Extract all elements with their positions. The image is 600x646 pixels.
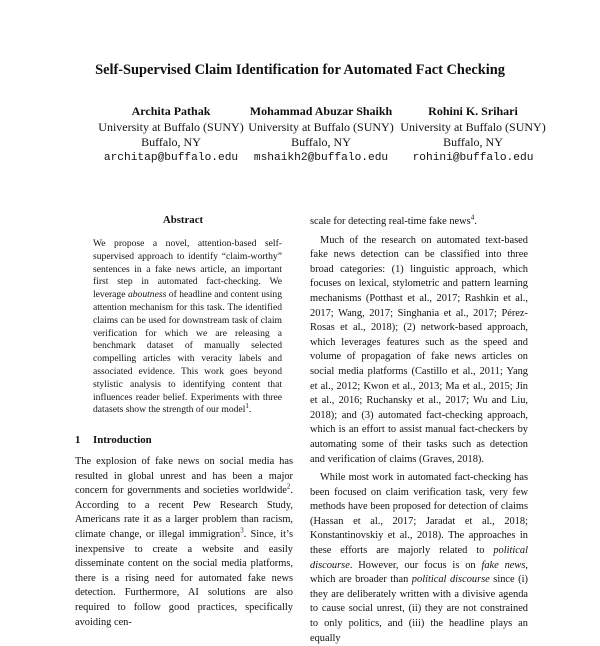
footnote-marker: 1 [245,402,249,411]
paragraph [310,471,528,646]
intro-part: The explosion of fake news on social media has resulted in global unrest and has been a major concern for governments and societies worldwide [75,456,293,497]
right-column [310,215,528,646]
col2-emphasis: fake news [481,559,526,571]
author-location: Buffalo, NY [443,135,503,150]
continued-line [310,215,528,230]
paragraph: Much of the research on automated text-based fake news detection can be classified into three broad categories: (1) linguistic approach, which focuses on lexical, stylometric and pattern learning mechanisms (Potthast et al., 2017; Rashkin et al., 2017; Wang, 2017; Singhania et al., 2017; Pérez-Rosas et al., 2018); (2) network-based approach, which leverages features such as the speed and volume of propagation of fake news articles on social media platforms (Castillo et al., 2011; Yang et al., 2012; Kwon et al., 2013; Ma et al., 2015; Jin et al., 2016; Ruchansky et al., 2017; Wu and Liu, 2018); and (3) automated fact-checking approach, which is an effort to assist manual fact-checkers by automating some of their tasks such as detection and verification of claims (Graves, 2018). [310,234,528,465]
author-email: mshaikh2@buffalo.edu [253,151,389,164]
author-email: rohini@buffalo.edu [412,151,534,164]
section-heading [75,434,152,446]
section-number: 1 [75,434,81,446]
author-block-3 [378,104,568,166]
author-location: Buffalo, NY [141,135,201,150]
abstract-emphasis: aboutness [127,289,167,301]
footnote-marker: 2 [286,482,291,491]
section-title: Introduction [93,434,152,446]
author-location: Buffalo, NY [291,135,351,150]
abstract-part: . [248,404,252,416]
author-email: architap@buffalo.edu [103,151,239,164]
abstract-text [93,238,282,417]
col2-part: since (i) they are deliberately written with a divisive agenda to cause social unrest, (ii) they are not constrained to only politics, and (iii) the headline plays an equally [310,574,528,644]
author-name: Archita Pathak [131,104,211,118]
author-affiliation: University at Buffalo (SUNY) [248,119,394,134]
paper-title: Self-Supervised Claim Identification for Automated Fact Checking [95,62,505,78]
author-affiliation: University at Buffalo (SUNY) [98,119,244,134]
footnote-marker: 4 [470,213,475,222]
intro-part: . According to a recent Pew Research Study, Americans rate it as a larger problem than racism, climate change, or illegal immigration [75,485,293,540]
col2-part: . [474,216,477,227]
col2-part: . However, our focus is on [349,559,482,571]
intro-part: . Since, it’s inexpensive to create a website and easily disseminate content on the social media platforms, there is a rising need for automated fake news detection. Furthermore, AI solutions are also required to follow good practices, specifically avoiding cen- [75,528,293,628]
author-affiliation: University at Buffalo (SUNY) [400,119,546,134]
author-name: Mohammad Abuzar Shaikh [249,104,393,118]
col2-emphasis: political discourse [310,545,528,571]
col2-part: While most work in automated fact-checking has been focused on claim verification task, very few methods have been proposed for detection of claims (Hassan et al., 2017; Jaradat et al., 2018; Konstantinovskiy et al., 2018). The approaches in these efforts are majorly related to [310,472,528,557]
abstract-part: of headline and content using attention mechanism for this task. The identified claims can be used for downstream task of claim verification for which we are releasing a benchmark dataset of manually selected compelling articles with veracity labels and associated evidence. This work goes beyond stylistic analysis to identifying content that influences reader belief. Experiments with three datasets show the strength of our model [93,289,282,416]
introduction-paragraph [75,455,293,630]
author-name: Rohini K. Srihari [428,104,518,118]
col2-part: , which are broader than [310,559,528,586]
col2-emphasis: political discourse [411,574,490,586]
col2-part: scale for detecting real-time fake news [310,216,471,227]
abstract-heading: Abstract [162,214,204,226]
abstract-part: We propose a novel, attention-based self-supervised approach to identify “claim-worthy” sentences in a fake news article, an important first step in automated fact-checking. We leverage [93,238,282,301]
footnote-marker: 3 [240,526,244,535]
